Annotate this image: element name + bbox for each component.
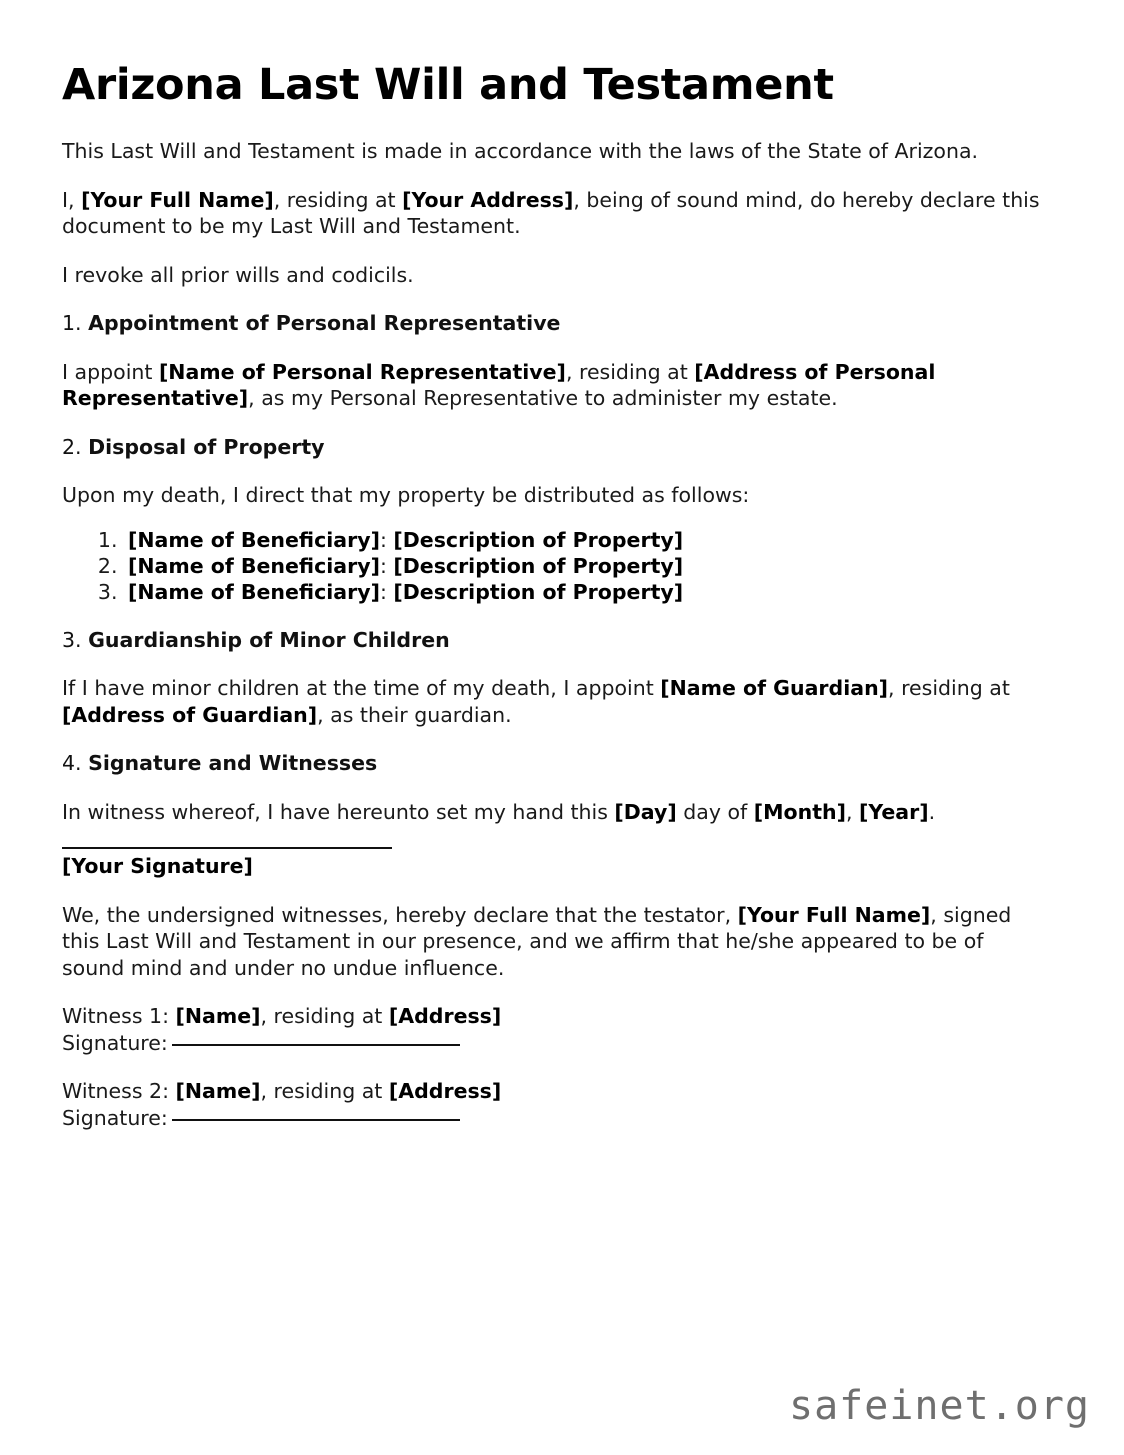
field-year: [Year] [859,799,929,824]
witness-1-label: Witness 1: [62,1004,176,1029]
declaration-part3: , being of sound mind, do hereby declare this document to be my Last Will and Testament. [62,187,1040,239]
field-your-full-name: [Your Full Name] [81,187,274,212]
section-number-4: 4. [62,751,82,776]
s1-part3: , as my Personal Representative to administer my estate. [248,386,838,411]
section-title-4: Signature and Witnesses [88,751,378,776]
beneficiary-name: [Name of Beneficiary] [128,527,380,552]
witness-2-line [62,1078,1046,1105]
section-2-lead: Upon my death, I direct that my property be distributed as follows: [62,483,750,508]
witness-1-name: [Name] [175,1004,261,1029]
field-testator-name: [Your Full Name] [737,902,931,927]
signature-label: [Your Signature] [62,854,253,879]
field-pr-address: [Address of Personal Representative] [62,359,936,411]
witness-2-signature-label: Signature: [62,1105,168,1130]
attestation-part2: , signed this Last Will and Testament in our presence, and we affirm that he/she appeared to be of sound mind and under no undue influence. [62,902,1012,980]
witness-2-label: Witness 2: [62,1079,176,1104]
witness-1-signature-line [62,1030,1046,1057]
revocation-paragraph: I revoke all prior wills and codicils. [62,262,414,287]
beneficiary-property: [Description of Property] [393,527,684,552]
witness-1-mid: , residing at [260,1004,389,1029]
watermark: safeinet.org [789,1383,1090,1429]
witness-2-block [62,1078,1046,1131]
list-item [124,527,1046,553]
witness-1-line [62,1003,1046,1030]
beneficiary-name: [Name of Beneficiary] [128,553,380,578]
s3-part2: , residing at [888,676,1010,701]
attestation-part1: We, the undersigned witnesses, hereby declare that the testator, [62,902,738,927]
section-heading-3 [62,627,1046,654]
s4-part1: In witness whereof, I have hereunto set my hand this [62,799,615,824]
declaration-paragraph [62,187,1046,240]
witness-2-address: [Address] [388,1079,502,1104]
section-number-2: 2. [62,434,82,459]
field-guardian-name: [Name of Guardian] [660,676,889,701]
s1-part2: , residing at [565,359,695,384]
beneficiary-name: [Name of Beneficiary] [128,579,380,604]
witness-1-signature-label: Signature: [62,1030,168,1055]
page-title: Arizona Last Will and Testament [62,60,834,110]
field-day: [Day] [614,799,677,824]
section-title-3: Guardianship of Minor Children [88,627,450,652]
witness-2-signature-line [62,1105,1046,1132]
beneficiary-separator: : [379,579,394,604]
s4-part3: , [845,799,860,824]
witness-2-signature-rule[interactable] [172,1119,460,1121]
field-guardian-address: [Address of Guardian] [62,702,318,727]
signature-block [62,847,1046,880]
declaration-part2: , residing at [273,187,403,212]
s3-part3: , as their guardian. [317,702,512,727]
witness-2-name: [Name] [175,1079,261,1104]
section-heading-4 [62,750,1046,777]
s3-part1: If I have minor children at the time of my death, I appoint [62,676,661,701]
s4-part4: . [928,799,936,824]
section-heading-1 [62,310,1046,337]
field-month: [Month] [753,799,846,824]
list-item [124,579,1046,605]
beneficiary-property: [Description of Property] [393,553,684,578]
witness-1-block [62,1003,1046,1056]
s1-part1: I appoint [62,359,159,384]
field-your-address: [Your Address] [402,187,574,212]
section-1-body [62,359,1046,412]
section-heading-2 [62,434,1046,461]
field-pr-name: [Name of Personal Representative] [158,359,566,384]
attestation-paragraph [62,902,1046,982]
beneficiary-separator: : [379,553,394,578]
signature-line[interactable] [62,847,392,849]
section-title-1: Appointment of Personal Representative [88,311,561,336]
section-4-body [62,799,1046,826]
beneficiary-separator: : [379,527,394,552]
section-3-body [62,675,1046,728]
beneficiary-property: [Description of Property] [393,579,684,604]
beneficiary-list [62,527,1046,605]
intro-paragraph: This Last Will and Testament is made in accordance with the laws of the State of Arizona. [62,139,979,164]
witness-1-signature-rule[interactable] [172,1044,460,1046]
witness-2-mid: , residing at [260,1079,389,1104]
section-number-1: 1. [62,311,82,336]
declaration-part1: I, [62,187,82,212]
section-title-2: Disposal of Property [88,434,325,459]
list-item [124,553,1046,579]
witness-1-address: [Address] [388,1004,502,1029]
s4-part2: day of [676,799,754,824]
section-number-3: 3. [62,627,82,652]
